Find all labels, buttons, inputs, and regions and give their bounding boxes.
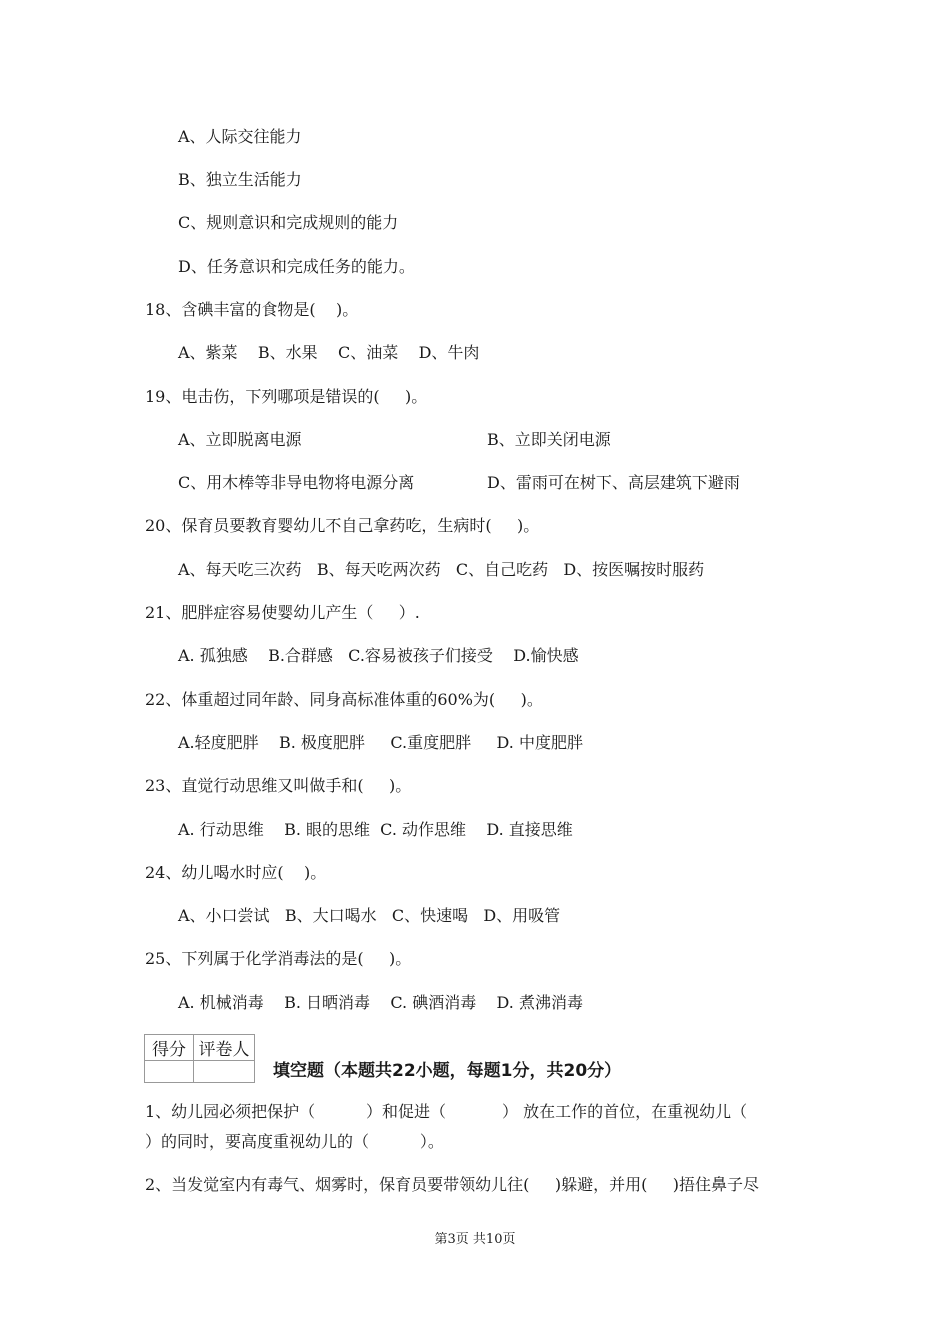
option-text: D、任务意识和完成任务的能力。 [178, 257, 415, 276]
score-cell [145, 1061, 194, 1083]
fill-question-1: 1、幼儿园必须把保护（ ）和促进（ ） 放在工作的首位，在重视幼儿（ [145, 1102, 748, 1121]
question-23: 23、直觉行动思维又叫做手和( )。 [145, 776, 412, 795]
option-text: A.轻度肥胖 B. 极度肥胖 C.重度肥胖 D. 中度肥胖 [178, 733, 583, 752]
option-text: C、规则意识和完成规则的能力 [178, 213, 399, 232]
option-text: A、每天吃三次药 B、每天吃两次药 C、自己吃药 D、按医嘱按时服药 [178, 560, 705, 579]
question-20: 20、保育员要教育婴幼儿不自己拿药吃，生病时( )。 [145, 516, 540, 535]
option-text: A. 机械消毒 B. 日晒消毒 C. 碘酒消毒 D. 煮沸消毒 [178, 993, 583, 1012]
section-title: 填空题（本题共22小题，每题1分，共20分） [273, 1061, 622, 1081]
option-text: A、立即脱离电源 [178, 430, 302, 449]
grader-cell [194, 1061, 255, 1083]
question-22: 22、体重超过同年龄、同身高标准体重的60%为( )。 [145, 690, 543, 709]
question-19: 19、电击伤，下列哪项是错误的( )。 [145, 387, 428, 406]
fill-question-1-cont: ）的同时，要高度重视幼儿的（ ）。 [145, 1132, 444, 1151]
option-text: D、雷雨可在树下、高层建筑下避雨 [487, 473, 740, 492]
option-text: B、立即关闭电源 [487, 430, 611, 449]
option-text: A. 孤独感 B.合群感 C.容易被孩子们接受 D.愉快感 [178, 646, 579, 665]
fill-question-2: 2、当发觉室内有毒气、烟雾时，保育员要带领幼儿往( )躲避，并用( )捂住鼻子尽 [145, 1175, 760, 1194]
option-text: A、紫菜 B、水果 C、油菜 D、牛肉 [178, 343, 480, 362]
option-text: A、小口尝试 B、大口喝水 C、快速喝 D、用吸管 [178, 906, 561, 925]
question-21: 21、肥胖症容易使婴幼儿产生（ ）. [145, 603, 420, 622]
grader-header: 评卷人 [194, 1035, 255, 1061]
score-table [144, 1034, 255, 1083]
option-text: A、人际交往能力 [178, 127, 302, 146]
option-text: B、独立生活能力 [178, 170, 302, 189]
option-text: A. 行动思维 B. 眼的思维 C. 动作思维 D. 直接思维 [178, 820, 573, 839]
question-18: 18、含碘丰富的食物是( )。 [145, 300, 359, 319]
question-25: 25、下列属于化学消毒法的是( )。 [145, 949, 412, 968]
question-24: 24、幼儿喝水时应( )。 [145, 863, 327, 882]
score-header: 得分 [145, 1035, 194, 1061]
option-text: C、用木棒等非导电物将电源分离 [178, 473, 415, 492]
page-footer: 第3页 共10页 [434, 1232, 516, 1247]
